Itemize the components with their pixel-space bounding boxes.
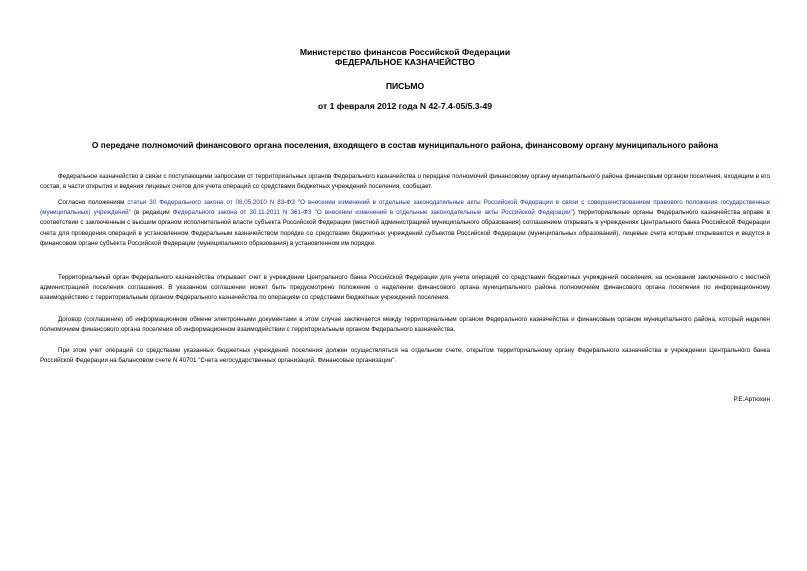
paragraph-account-opening: Территориальный орган Федерального казначейства открывает счет в учреждении Центрального банка Российской Федерации для учета операций со средствами бюджетных учреждений поселения, на основании заключенного с местной администрацией поселения соглашения. В указанном соглашении может быть предусмотрено положение о наделении финансового органа муниципального района полномочием финансового органа поселения по информационному взаимодействию с территориальным органом Федерального казначейства по операциям со средствами бюджетных учреждений поселения.: [40, 274, 770, 302]
paragraph-legal-basis: [40, 198, 770, 249]
treasury-name: ФЕДЕРАЛЬНОЕ КАЗНАЧЕЙСТВО: [335, 57, 475, 67]
document-type: ПИСЬМО: [385, 81, 425, 91]
document-subject: О передаче полномочий финансового органа поселения, входящего в состав муниципального района, финансовому органу муниципального района: [91, 140, 719, 150]
law-83fz-link[interactable]: статьи 30 Федерального закона от 08.05.2010 N 83-ФЗ "О внесении изменений в отдельные законодательные акты Российской Федерации в связи с совершенствованием правового положения государственных (муниципальных) учреждений": [40, 199, 770, 217]
ministry-name: Министерство финансов Российской Федерации: [299, 47, 511, 57]
document-number: от 1 февраля 2012 года N 42-7.4-05/5.3-49: [317, 101, 493, 111]
signature: Р.Е.Артюхин: [733, 396, 770, 403]
paragraph-agreement: Договор (соглашение) об информационном обмене электронными документами в этом случае заключается между территориальным органом Федерального казначейства и финансовым органом муниципального района, который наделен полномочием финансового органа поселения об информационном взаимодействии с территориальным органом Федерального казначейства.: [40, 316, 770, 334]
paragraph-text: Согласно положениям: [58, 199, 128, 206]
paragraph-text: ) территориальные органы Федерального казначейства вправе в соответствии с заключенным с высшим органом исполнительной власти субъекта Российской Федерации (местной администрацией муниципального образования) соглашением открывать в учреждениях Центрального банка Российской Федерации счета для проведения операций в установленном Федеральным казначейством порядке со средствами бюджетных учреждений субъектов Российской Федерации (муниципальных образований), лицевые счета которым открываются и ведутся в финансовом органе субъекта Российской Федерации (муниципального образования) в установленном им порядке.: [40, 209, 770, 247]
paragraph-text: (в редакции: [130, 209, 173, 217]
paragraph-accounting: При этом учет операций со средствами указанных бюджетных учреждений поселения должен осуществляться на отдельном счете, открытом территориальному органу Федерального казначейства в учреждении Центрального банка Российской Федерации на балансовом счете N 40701 "Счета негосударственных организаций. Финансовые организации".: [40, 347, 770, 365]
paragraph-intro: Федеральное казначейство в связи с поступающими запросами от территориальных органов Федерального казначейства о передаче полномочий финансовому органу муниципального района финансовым органом поселения, входящим в его состав, в части открытия и ведения лицевых счетов для учета операций со средствами бюджетных учреждений поселения, сообщает.: [40, 173, 770, 191]
law-361fz-link[interactable]: Федерального закона от 30.11.2011 N 361-ФЗ "О внесении изменений в отдельные законодательные акты Российской Федерации": [172, 209, 573, 217]
